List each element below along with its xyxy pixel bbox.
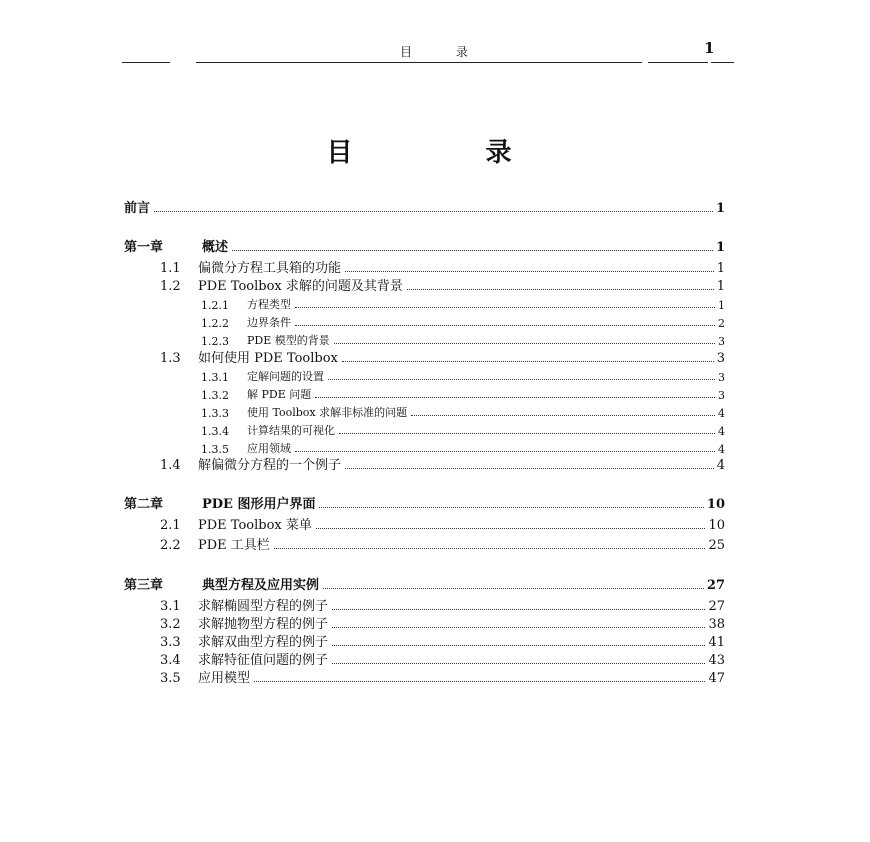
dot-leader bbox=[332, 645, 705, 646]
dot-leader bbox=[342, 361, 714, 362]
dot-leader bbox=[345, 468, 714, 469]
dot-leader bbox=[295, 451, 715, 452]
toc-entry-page: 41 bbox=[708, 635, 725, 650]
toc-entry-page: 1 bbox=[718, 299, 725, 312]
toc-entry-number: 1.3 bbox=[160, 351, 181, 366]
toc-entry[interactable] bbox=[201, 330, 725, 348]
toc-entry-number: 3.4 bbox=[160, 653, 181, 668]
toc-entry-number: 1.2 bbox=[160, 279, 181, 294]
toc-entry-page: 4 bbox=[718, 443, 725, 456]
page-title: 目 录 bbox=[326, 138, 574, 168]
toc-entry-page: 4 bbox=[718, 425, 725, 438]
toc-entry[interactable] bbox=[201, 294, 725, 312]
toc-entry-title: 偏微分方程工具箱的功能 bbox=[198, 261, 342, 276]
toc-entry-title: 应用领域 bbox=[247, 442, 291, 455]
dot-leader bbox=[274, 548, 706, 549]
toc-entry[interactable] bbox=[201, 402, 725, 420]
toc-entry-page: 47 bbox=[708, 671, 725, 686]
toc-entry-number: 第三章 bbox=[124, 578, 164, 593]
toc-entry-title: 方程类型 bbox=[247, 298, 291, 311]
toc-entry-title: PDE 工具栏 bbox=[198, 538, 270, 553]
toc-entry-number: 1.2.1 bbox=[201, 299, 229, 312]
toc-entry[interactable] bbox=[160, 455, 725, 473]
toc-entry[interactable] bbox=[160, 668, 725, 686]
toc-entry-number: 第二章 bbox=[124, 497, 164, 512]
toc-entry-number: 3.2 bbox=[160, 617, 181, 632]
toc-entry[interactable] bbox=[124, 237, 725, 255]
toc-entry[interactable] bbox=[201, 366, 725, 384]
toc-entry[interactable] bbox=[124, 575, 725, 593]
toc-entry-number: 1.2.3 bbox=[201, 335, 229, 348]
toc-entry-number: 1.1 bbox=[160, 261, 181, 276]
toc-entry-number: 1.3.2 bbox=[201, 389, 229, 402]
toc-entry[interactable] bbox=[160, 258, 725, 276]
toc-entry-page: 27 bbox=[706, 578, 725, 593]
toc-entry-number: 3.5 bbox=[160, 671, 181, 686]
toc-entry-title: 求解抛物型方程的例子 bbox=[198, 617, 329, 632]
toc-entry[interactable] bbox=[160, 348, 725, 366]
toc-entry-title: 解偏微分方程的一个例子 bbox=[198, 458, 342, 473]
toc-entry-title: 应用模型 bbox=[198, 671, 251, 686]
toc-entry-page: 1 bbox=[716, 279, 725, 294]
toc-entry-page: 25 bbox=[708, 538, 725, 553]
toc-entry-number: 2.2 bbox=[160, 538, 181, 553]
dot-leader bbox=[295, 325, 715, 326]
toc-entry-page: 3 bbox=[718, 389, 725, 402]
toc-entry-title: PDE 图形用户界面 bbox=[202, 497, 316, 512]
toc-entry-title: 定解问题的设置 bbox=[247, 370, 324, 383]
toc-entry-number: 1.3.3 bbox=[201, 407, 229, 420]
toc-entry-title: 求解双曲型方程的例子 bbox=[198, 635, 329, 650]
dot-leader bbox=[334, 343, 715, 344]
toc-entry-page: 4 bbox=[718, 407, 725, 420]
dot-leader bbox=[154, 211, 713, 212]
dot-leader bbox=[315, 397, 715, 398]
toc-entry[interactable] bbox=[160, 632, 725, 650]
toc-entry-page: 10 bbox=[706, 497, 725, 512]
toc-entry-page: 43 bbox=[708, 653, 725, 668]
toc-entry-page: 4 bbox=[716, 458, 725, 473]
header-page-number: 1 bbox=[704, 39, 715, 57]
toc-entry[interactable] bbox=[160, 650, 725, 668]
toc-entry-title: 概述 bbox=[202, 240, 229, 255]
toc-entry-title: 计算结果的可视化 bbox=[247, 424, 335, 437]
toc-entry-title: 求解椭圆型方程的例子 bbox=[198, 599, 329, 614]
dot-leader bbox=[323, 588, 704, 589]
dot-leader bbox=[316, 528, 706, 529]
toc-entry-page: 1 bbox=[715, 240, 725, 255]
toc-entry[interactable] bbox=[201, 312, 725, 330]
toc-entry-number: 第一章 bbox=[124, 240, 164, 255]
toc-entry-page: 1 bbox=[715, 201, 725, 216]
dot-leader bbox=[332, 663, 705, 664]
toc-entry-title: 使用 Toolbox 求解非标准的问题 bbox=[247, 406, 408, 419]
toc-entry-number: 1.3.1 bbox=[201, 371, 229, 384]
toc-entry-number: 3.3 bbox=[160, 635, 181, 650]
toc-entry-title: 如何使用 PDE Toolbox bbox=[198, 351, 338, 366]
dot-leader bbox=[332, 627, 705, 628]
toc-entry-page: 3 bbox=[716, 351, 725, 366]
toc-entry[interactable] bbox=[160, 596, 725, 614]
dot-leader bbox=[254, 681, 705, 682]
dot-leader bbox=[339, 433, 715, 434]
toc-entry-number: 1.3.5 bbox=[201, 443, 229, 456]
toc-entry-title: 典型方程及应用实例 bbox=[202, 578, 320, 593]
toc-entry-title: PDE Toolbox 求解的问题及其背景 bbox=[198, 279, 403, 294]
dot-leader bbox=[328, 379, 715, 380]
toc-entry-title: PDE Toolbox 菜单 bbox=[198, 518, 312, 533]
toc-entry[interactable] bbox=[124, 494, 725, 512]
dot-leader bbox=[319, 507, 703, 508]
toc-entry[interactable] bbox=[160, 515, 725, 533]
toc-entry-page: 27 bbox=[708, 599, 725, 614]
toc-entry-title: 边界条件 bbox=[247, 316, 291, 329]
toc-entry-title: 解 PDE 问题 bbox=[247, 388, 312, 401]
toc-entry[interactable] bbox=[201, 420, 725, 438]
toc-entry-page: 3 bbox=[718, 335, 725, 348]
header-title: 目 录 bbox=[400, 45, 488, 59]
dot-leader bbox=[295, 307, 715, 308]
toc-entry-page: 1 bbox=[716, 261, 725, 276]
toc-entry-number: 2.1 bbox=[160, 518, 181, 533]
toc-entry[interactable] bbox=[160, 276, 725, 294]
dot-leader bbox=[232, 250, 713, 251]
toc-entry-number: 1.2.2 bbox=[201, 317, 229, 330]
toc-entry-title: 求解特征值问题的例子 bbox=[198, 653, 329, 668]
dot-leader bbox=[345, 271, 714, 272]
toc-entry[interactable] bbox=[160, 614, 725, 632]
dot-leader bbox=[407, 289, 714, 290]
toc-entry[interactable] bbox=[124, 198, 725, 216]
dot-leader bbox=[332, 609, 705, 610]
toc-entry-number: 3.1 bbox=[160, 599, 181, 614]
toc-entry-page: 3 bbox=[718, 371, 725, 384]
toc-entry[interactable] bbox=[201, 384, 725, 402]
toc-entry[interactable] bbox=[160, 535, 725, 553]
toc-entry-page: 38 bbox=[708, 617, 725, 632]
toc-entry-page: 10 bbox=[708, 518, 725, 533]
toc-entry-number: 1.3.4 bbox=[201, 425, 229, 438]
dot-leader bbox=[411, 415, 715, 416]
toc-entry-page: 2 bbox=[718, 317, 725, 330]
toc-entry-number: 1.4 bbox=[160, 458, 181, 473]
toc-entry-title: 前言 bbox=[124, 201, 151, 216]
toc-entry-title: PDE 模型的背景 bbox=[247, 334, 330, 347]
